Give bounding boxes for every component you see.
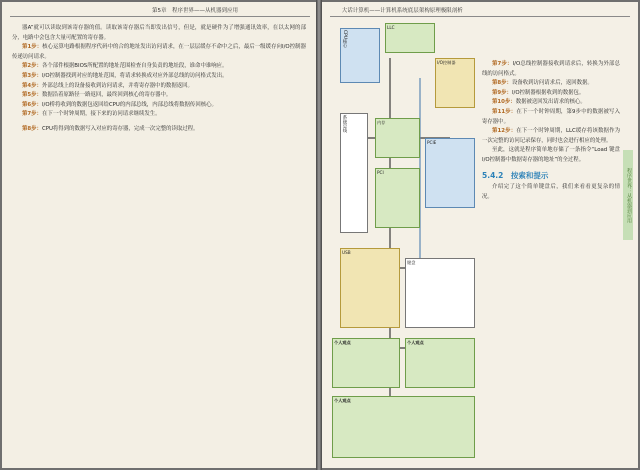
left-paragraph: 第1步：核心运算电路根据程序代码中的合的地址发出访问请求，在一层层缓存不命中之后，最后一级缓存向I/O控制器传递访问请求。 [12, 44, 306, 60]
step-marker: 第3步： [22, 72, 42, 79]
chapter-side-tab: 程序世界：从机器到应用 [623, 150, 633, 240]
right-paragraph: 第8步：设备收到访问请求后，返回数据。 [492, 80, 593, 87]
left-page [2, 2, 316, 468]
io-controller-label: I/O控制器 [437, 60, 456, 65]
right-paragraph: 介绍完了这个简单键盘后，我们来看看更复杂的情况。 [482, 184, 620, 200]
note-box [405, 338, 475, 388]
left-header-chapter: 第5章 程序世界——从机器到应用 [152, 8, 239, 14]
step-marker: 第8步： [492, 80, 512, 87]
note-box [332, 396, 475, 458]
keyboard-box [405, 258, 475, 328]
keyboard-label: 键盘 [407, 260, 416, 265]
pci-box [375, 168, 420, 228]
left-paragraph: 第8步：CPU将得到的数据写入对应的寄存器，完成一次完整的读取过程。 [22, 125, 199, 132]
right-paragraph: 第12步：在下一个时钟周期，LLC缓存将该数据作为一次完整的访问记录保存，同时也会进行相应的处理。 [482, 128, 620, 144]
step-marker: 第7步： [492, 61, 513, 67]
note-title: 个人观点 [334, 398, 351, 403]
step-marker: 第5步： [22, 92, 42, 99]
io-controller-box [435, 58, 475, 108]
left-paragraph: 第6步：I/O桥将收到的数据包返回给CPU的内部总线，内部总线将数据传回核心。 [22, 101, 217, 108]
bus-column [340, 113, 368, 233]
note-title: 个人观点 [407, 340, 424, 345]
step-marker: 第1步： [22, 44, 43, 51]
usb-box [340, 248, 400, 328]
cpu-core-box [340, 28, 380, 83]
step-marker: 第8步： [22, 125, 42, 132]
step-marker: 第9步： [492, 89, 512, 96]
right-paragraph: 第11步：在下一个时钟周期，第9步中的数据被写入寄存器中。 [482, 108, 620, 125]
llc-box [385, 23, 435, 53]
note-box [332, 338, 400, 388]
cpu-core-label: CPU核心 [342, 30, 347, 48]
architecture-diagram [330, 18, 628, 464]
right-paragraph: 第10步：数据被送回发出请求的核心。 [492, 99, 586, 106]
left-paragraph: 第7步：在下一个时钟周期，接下来的访问请求继续发生。 [22, 111, 161, 118]
step-marker: 第2步： [22, 63, 42, 70]
pci-label: PCI [377, 170, 384, 175]
left-body-text [12, 24, 306, 135]
right-paragraph: 至此，这就是程序简单地存储了一条指令“Load 键盘I/O控制器中数据寄存器的地址”的全过程。 [482, 147, 620, 163]
usb-label: USB [342, 250, 351, 255]
bus-label: 系统总线 [342, 115, 347, 133]
right-paragraph: 第7步：I/O总线控制器接收到请求后，转换为外部总线的访问格式。 [482, 61, 620, 77]
step-marker: 第10步： [492, 99, 516, 106]
right-header-chapter: 大话计算机——计算机系统底层架构原理极限剖析 [341, 8, 463, 14]
left-header-rule [10, 16, 310, 17]
right-header [332, 6, 463, 14]
llc-label: LLC [387, 25, 395, 30]
right-section-title: 5.4.2 按索和提示 [482, 170, 549, 180]
right-header-rule [330, 16, 630, 17]
step-marker: 第6步： [22, 101, 42, 108]
memory-label: 内存 [377, 120, 386, 125]
left-header [152, 6, 248, 14]
right-paragraph: 第9步：I/O控制器根据收到的数据包。 [492, 89, 585, 96]
left-paragraph: 第4步：外部总线上的设备接收到访问请求，并将寄存器中的数据返回。 [22, 82, 193, 89]
note-title: 个人观点 [334, 340, 351, 345]
left-paragraph: 第2步：各个部件根据BIOS所配置的地址范围检查自身负责的地址段，谁命中谁响应。 [22, 63, 228, 70]
left-paragraph: 第3步：I/O控制器找到对应的地址范围，将请求转换成对应外部总线的访问格式发出。 [22, 72, 228, 79]
step-marker: 第7步： [22, 111, 42, 118]
left-paragraph: 第5步：数据沿着原路径一路返回，最终回到核心的寄存器中。 [22, 92, 172, 99]
pcie-box [425, 138, 475, 208]
step-marker: 第4步： [22, 82, 42, 89]
pcie-label: PCIE [427, 140, 437, 145]
memory-box [375, 118, 420, 158]
step-marker: 第11步： [492, 108, 517, 115]
left-paragraph: 器A”就可以读取到该寄存器的值。读取该寄存器后当即发出信号，但是，就是硬件为了增强通讯效率，在以太网的部分，电路中会包含大量可配置的寄存器。 [12, 25, 306, 41]
step-marker: 第12步： [492, 128, 517, 135]
